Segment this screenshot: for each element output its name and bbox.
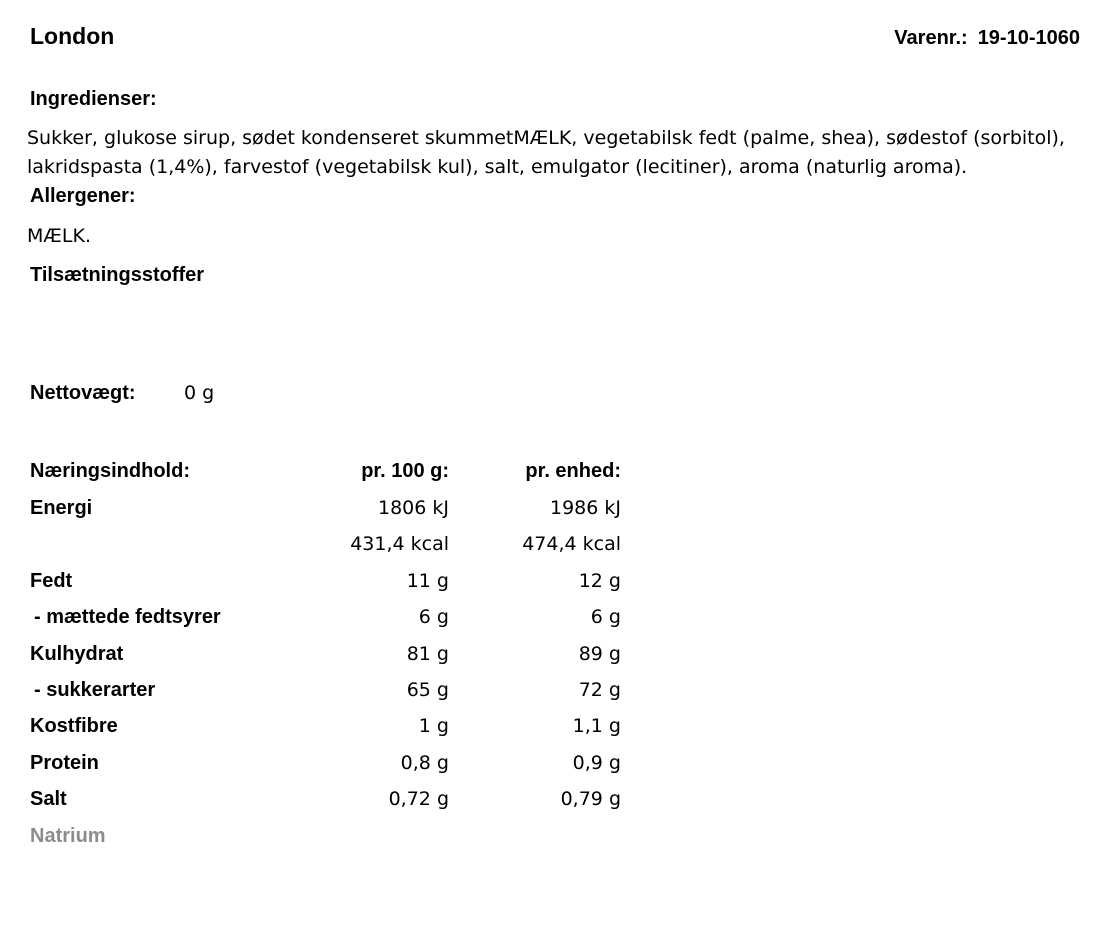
nutrient-label: Fedt — [30, 569, 73, 592]
per100-value: 0,72 g — [388, 788, 449, 811]
per-unit-value: 474,4 kcal — [522, 533, 621, 556]
nutrition-header-row — [0, 460, 640, 488]
per100-value: 6 g — [418, 606, 449, 629]
nutrition-row — [0, 606, 640, 634]
item-number — [894, 27, 1080, 50]
nutrient-label: Energi — [30, 497, 93, 519]
net-weight-value: 0 g — [184, 382, 215, 404]
nutrition-row — [0, 752, 640, 780]
nutrient-label: Kostfibre — [30, 715, 118, 738]
nutrition-row — [0, 788, 640, 816]
allergens-heading: Allergener: — [30, 185, 136, 207]
per-unit-value: 0,9 g — [572, 751, 621, 774]
nutrient-label: Salt — [30, 788, 67, 811]
nutrient-label: - sukkerarter — [34, 679, 156, 701]
nutrient-label: Kulhydrat — [30, 642, 124, 665]
ingredients-text: Sukker, glukose sirup, sødet kondenseret skummetMÆLK, vegetabilsk fedt (palme, shea), sødestof (sorbitol), lakridspasta (1,4%), farvestof (vegetabilsk kul), salt, emulgator (lecitiner), aroma (naturlig aroma). — [27, 127, 1065, 178]
nutrition-row — [0, 497, 640, 525]
item-number-value: 19-10-1060 — [977, 27, 1080, 49]
nutrient-label: - mættede fedtsyrer — [34, 606, 221, 629]
per100-value: 1806 kJ — [378, 497, 449, 519]
per100-value: 81 g — [406, 642, 449, 665]
per100-value: 65 g — [406, 679, 449, 701]
additives-heading: Tilsætningsstoffer — [30, 264, 205, 286]
per-unit-value: 72 g — [578, 679, 621, 701]
per-unit-value: 6 g — [590, 606, 621, 629]
per-unit-value: 89 g — [578, 642, 621, 665]
per100-value: 431,4 kcal — [350, 533, 449, 556]
allergens-text: MÆLK. — [27, 225, 91, 247]
nutrition-row — [0, 533, 640, 561]
per-unit-value: 1,1 g — [572, 715, 621, 738]
per100-value: 0,8 g — [400, 751, 449, 774]
nutrition-row — [0, 570, 640, 598]
nutrient-label: Protein — [30, 751, 99, 774]
net-weight-label: Nettovægt: — [30, 382, 136, 404]
per-unit-value: 0,79 g — [560, 788, 621, 811]
nutrition-row — [0, 643, 640, 671]
nutrition-heading: Næringsindhold: — [30, 460, 190, 482]
nutrition-row — [0, 679, 640, 707]
nutrient-label: Natrium — [30, 824, 106, 847]
nutrition-row — [0, 715, 640, 743]
col-per100-header: pr. 100 g: — [361, 460, 449, 482]
nutrition-row — [0, 825, 640, 853]
per100-value: 1 g — [418, 715, 449, 738]
per-unit-value: 12 g — [578, 569, 621, 592]
col-unit-header: pr. enhed: — [525, 460, 621, 482]
item-number-label: Varenr.: — [894, 27, 968, 49]
per100-value: 11 g — [406, 569, 449, 592]
ingredients-heading: Ingredienser: — [30, 88, 157, 110]
per-unit-value: 1986 kJ — [550, 497, 621, 519]
product-title: London — [30, 23, 115, 49]
